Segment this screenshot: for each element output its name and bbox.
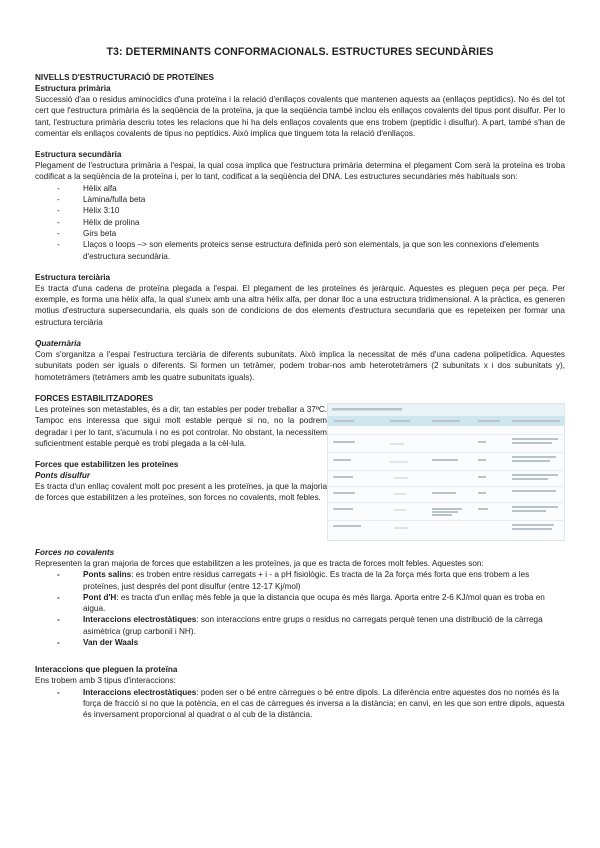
quaternary-text: Com s'organitza a l'espai l'estructura terciària de diferents subunitats. Això implica la necessitat de més d'una cadena polipetídica. Aquestes subunitats poden ser iguals o diferents. Si formen un tetràmer, podem trobar-nos amb heterotetràmers (2 subunitats x i dos subunitats y), homotetràmers (tetràmers amb les quatre subunitats iguals). [35, 350, 565, 382]
table-figure-icon [327, 403, 565, 541]
quaternary-heading: Quaternària [35, 339, 81, 349]
fold-text: Ens trobem amb 3 tipus d'interaccions: [35, 676, 176, 686]
list-item: - Hèlix alfa [57, 183, 565, 194]
list-item: - Làmina/fulla beta [57, 194, 565, 205]
list-item [57, 687, 565, 721]
document-page [35, 46, 565, 721]
list-item-term: Pont d'H [83, 592, 117, 602]
figure-sketch [328, 404, 568, 540]
secondary-heading: Estructura secundària [35, 150, 122, 160]
disulfide-heading: Ponts disulfur [35, 471, 91, 481]
forces-left-column [35, 393, 327, 541]
tertiary-heading: Estructura terciària [35, 272, 111, 282]
noncov-text: Representen la gran majoria de forces que estabilitzen a les proteïnes, ja que es tracta de forces molt febles. Aquestes son: [35, 558, 484, 568]
list-item-term: Ponts salins [83, 570, 132, 580]
list-item: - Hèlix 3:10 [57, 205, 565, 216]
forces-intro: Les proteïnes son metastables, és a dir, tan estables per poder treballar a 37ºC. Tampoc ens interessa que sigui molt estable perquè si no, no la podrem degradar i per lo tant, s'acumula i no es pot controlar. No obstant, la necessitem suficientment estable perquè es trobi plegada a la cèl·lula. [35, 404, 328, 448]
noncov-heading: Forces no covalents [35, 547, 115, 557]
list-item-term: Interaccions electrostàtiques [83, 687, 197, 697]
list-item [57, 569, 565, 592]
page-title: T3: DETERMINANTS CONFORMACIONALS. ESTRUCTURES SECUNDÀRIES [106, 46, 494, 58]
list-item [57, 592, 565, 615]
tertiary-text: Es tracta d'una cadena de proteïna plegada a l'espai. El plegament de les proteïnes és jeràrquic. Aquestes es pleguen peça per peça. Per exemple, es forma una hèlix alfa, la qual s'uneix amb una altra hèlix alfa, per donar lloc a una estructura tridimensional. A la pràctica, es generen motius d'estructura supersecundaria, els quals son de condicions de dos elements d'estructura secundaria que es repeteixen per formar una estructura terciària [35, 283, 565, 327]
list-item-text: : son interaccions entre grups o residus no carregats perquè tenen una distribució de la càrrega asimètrica (grup carbonil i NH). [83, 615, 543, 636]
list-item-term: Interaccions electrostàtiques [83, 615, 197, 625]
list-item: - Girs beta [57, 228, 565, 239]
primary-text: Successió d'aa o residus aminocídics d'una proteïna i la relació d'enllaços covalents que mantenen aquests aa (enllaços peptídics). No és del tot cert que l'estructura primària és la seqüència de la proteïna, ja que la seqüència també inclou els enllaços covalents del tipus pont disulfur. Per lo tant, l'estructura primària descriu totes les relacions que hi ha dels enllaços covalents que ens trobem (peptídic i disulfur). A part, també s'han de comentar els enllaços covalents de tipus no peptídics. Això implica que tinguem tota la relació d'enllaços. [35, 95, 565, 138]
list-item-term: Van der Waals [83, 638, 139, 648]
list-item [57, 637, 565, 648]
list-item-text: : es tracta d'un enllaç més feble ja que la distancia que ocupa és més llarga. Aporta entre 2-6 KJ/mol quan es troba en aigua. [83, 592, 545, 614]
fold-heading: Interaccions que pleguen la proteïna [35, 665, 178, 675]
list-item-text: : es troben entre residus carregats + i - a pH fisiològic. Es tracta de la 2a força més forta que ens trobem a les proteïnes, just després del pont disulfur (entre 12-17 Kj/mol) [83, 570, 530, 591]
disulfide-text: Es tracta d'un enllaç covalent molt poc present a les proteïnes, ja que la majoria de forces que estabilitzen a les proteïnes, son forces no covalents, molt febles. [35, 482, 328, 503]
fold-list [35, 687, 565, 721]
secondary-list [35, 183, 565, 262]
noncov-list [35, 569, 565, 648]
section-heading-levels: NIVELLS D'ESTRUCTURACIÓ DE PROTEÏNES [35, 73, 214, 82]
section-heading-forces: FORCES ESTABILITZADORES [35, 393, 154, 403]
stabilize-heading: Forces que estabilitzen les proteïnes [35, 460, 179, 470]
list-item [57, 614, 565, 637]
list-item: - Hèlix de prolina [57, 217, 565, 228]
secondary-text: Plegament de l'estructura primària a l'espai, la qual cosa implica que l'estructura primària determina el plegament Com serà la proteïna es troba codificat a la seqüència de la proteïna i, per lo tant, codificat a la seqüència del DNA. Les estructures secundàries més habituals son: [35, 161, 565, 182]
list-item: - Llaços o loops –> son elements proteics sense estructura definida però son elementals, ja que son les connexions d'elements d'estructura secundària. [57, 239, 565, 262]
list-item-text: : poden ser o bé entre càrregues o bé entre dipols. La diferència entre aquestes dos no només és la força de fracció si no que la potència, en el cas de càrregues és inversa a la distància; en canvi, en les que son entre dipols, aquesta és inversament proporcional al quadrat o al cub de la distància. [83, 687, 565, 720]
forces-row [35, 393, 565, 541]
primary-heading: Estructura primària [35, 84, 111, 93]
